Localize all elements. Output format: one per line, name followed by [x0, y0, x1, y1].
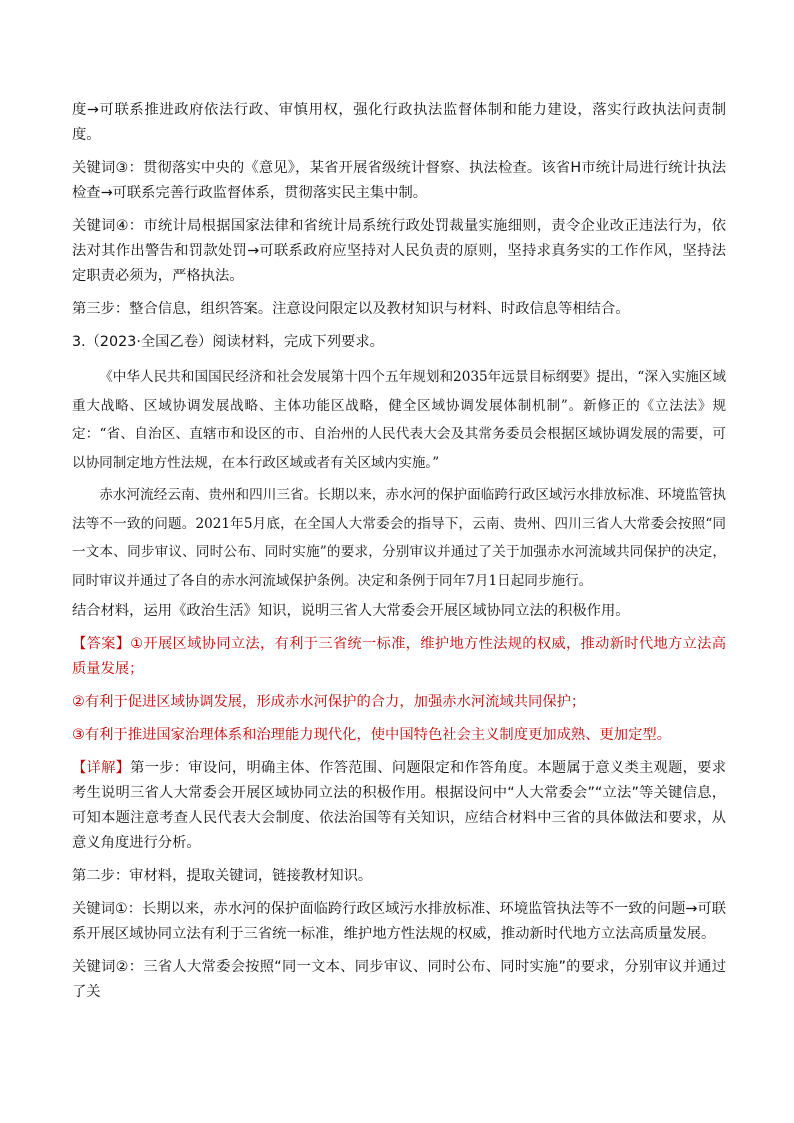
- question-prompt: 结合材料，运用《政治生活》知识，说明三省人大常委会开展区域协同立法的积极作用。: [72, 603, 630, 619]
- detail-keyword1: 关键词①：长期以来，赤水河的保护面临跨行政区域污水排放标准、环境监管执法等不一致的问题→可联系开展区域协同立法有利于三省统一标准，维护地方性法规的权威，推动新时代地方立法高质量发展。: [72, 901, 726, 942]
- detail-step1-text: 第一步：审设问，明确主体、作答范围、问题限定和作答角度。本题属于意义类主观题，要求考生说明三省人大常委会开展区域协同立法的积极作用。根据设问中“人大常委会”“立法”等关键信息，可知本题注意考查人民代表大会制度、依法治国等有关知识，应结合材料中三省的具体做法和要求，从意义角度进行分析。: [72, 760, 726, 851]
- document-page: [72, 98, 726, 1013]
- answer-item-2: ②有利于促进区域协调发展，形成赤水河保护的合力，加强赤水河流域共同保护；: [72, 694, 586, 710]
- detail-step1: [72, 756, 726, 856]
- answer-text-1: ①开展区域协同立法，有利于三省统一标准，维护地方性法规的权威，推动新时代地方立法高质量发展；: [72, 636, 726, 677]
- material-paragraph-1: 《中华人民共和国国民经济和社会发展第十四个五年规划和2035年远景目标纲要》提出，“深入实施区域重大战略、区域协调发展战略、主体功能区战略，健全区域协调发展体制机制”。新修正的《立法法》规定：“省、自治区、直辖市和设区的市、自治州的人民代表大会及其常务委员会根据区域协调发展的需要，可以协同制定地方性法规，在本行政区域或者有关区域内实施。”: [72, 369, 726, 471]
- answer-item-1: [72, 632, 726, 682]
- answer-item-3: ③有利于推进国家治理体系和治理能力现代化，使中国特色社会主义制度更加成熟、更加定型。: [72, 727, 671, 743]
- detail-tag: 【详解】: [72, 760, 131, 776]
- detail-keyword2: 关键词②：三省人大常委会按照“同一文本、同步审议、同时公布、同时实施”的要求，分别审议并通过了关: [72, 959, 726, 1000]
- paragraph-keyword4: 关键词④：市统计局根据国家法律和省统计局系统行政处罚裁量实施细则，责令企业改正违法行为，依法对其作出警告和罚款处罚→可联系政府应坚持对人民负责的原则，坚持求真务实的工作作风，坚持法定职责必须为，严格执法。: [72, 218, 726, 284]
- question-3-heading: 3.（2023·全国乙卷）阅读材料，完成下列要求。: [72, 334, 384, 350]
- detail-step2: 第二步：审材料，提取关键词，链接教材知识。: [72, 868, 373, 884]
- paragraph-keyword2-tail: 度→可联系推进政府依法行政、审慎用权，强化行政执法监督体制和能力建设，落实行政执法问责制度。: [72, 102, 726, 143]
- paragraph-keyword3: 关键词③：贯彻落实中央的《意见》，某省开展省级统计督察、执法检查。该省H市统计局进行统计执法检查→可联系完善行政监督体系，贯彻落实民主集中制。: [72, 160, 726, 201]
- answer-tag: 【答案】: [72, 636, 131, 652]
- material-paragraph-2: 赤水河流经云南、贵州和四川三省。长期以来，赤水河的保护面临跨行政区域污水排放标准、环境监管执法等不一致的问题。2021年5月底，在全国人大常委会的指导下，云南、贵州、四川三省人大常委会按照“同一文本、同步审议、同时公布、同时实施”的要求，分别审议并通过了关于加强赤水河流域共同保护的决定，同时审议并通过了各自的赤水河流域保护条例。决定和条例于同年7月1日起同步施行。: [72, 487, 726, 589]
- paragraph-step3: 第三步：整合信息，组织答案。注意设问限定以及教材知识与材料、时政信息等相结合。: [72, 301, 630, 317]
